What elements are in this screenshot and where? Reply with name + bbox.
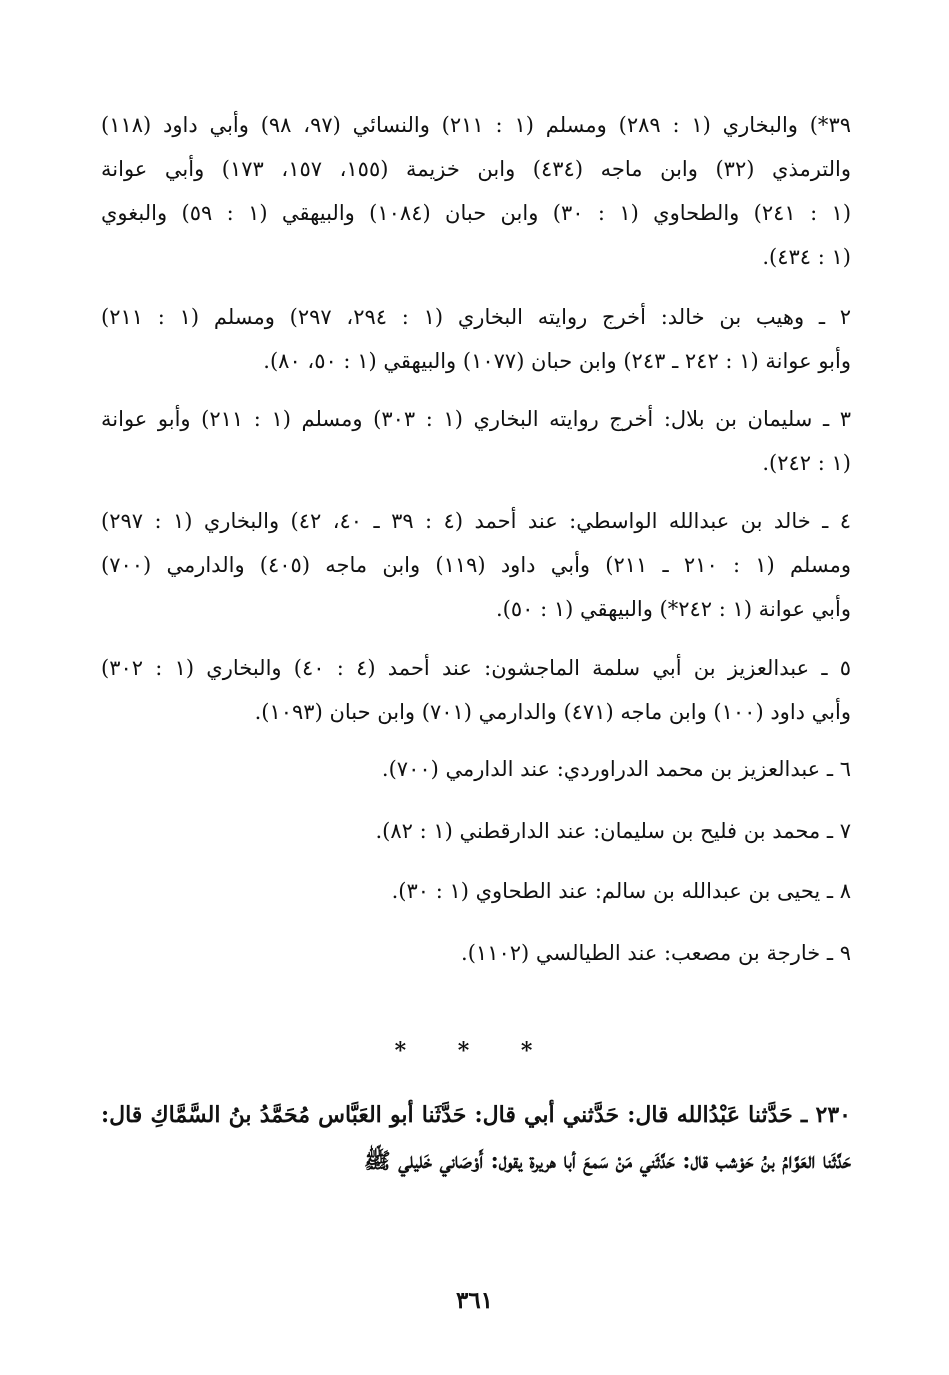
text-line: وأبي عوانة (١ : ٢٤٢*) والبيهقي (١ : ٥٠).: [496, 597, 851, 621]
text-line: والترمذي (٣٢) وابن ماجه (٤٣٤) وابن خزيمة (١٥٥، ١٥٧، ١٧٣) وأبي عوانة: [101, 157, 852, 181]
text-line: ٢ ـ وهيب بن خالد: أخرج روايته البخاري (١ : ٢٩٤، ٢٩٧) ومسلم (١ : ٢١١): [101, 305, 852, 329]
narrator-paragraph-4: [101, 499, 851, 631]
text-line: ٩ ـ خارجة بن مصعب: عند الطيالسي (١١٠٢).: [461, 941, 851, 965]
text-line: ٢٣٠ ـ حَدَّثنا عَبْدُالله قال: حَدَّثني أبي قال: حَدَّثَنا أبو العَبَّاس مُحَمَّدُ بنُ السَّمَّاكِ قال:: [101, 1102, 851, 1128]
narrator-paragraph-3: [101, 397, 851, 485]
narrator-paragraph-9: [101, 936, 851, 970]
text-line: وأبو عوانة (١ : ٢٤٢ ـ ٢٤٣) وابن حبان (١٠٧٧) والبيهقي (١ : ٥٠، ٨٠).: [263, 349, 851, 373]
narrator-paragraph-2: [101, 295, 851, 383]
text-line: ٧ ـ محمد بن فليح بن سليمان: عند الدارقطني (١ : ٨٢).: [375, 819, 851, 843]
footnote-paragraph-1: [101, 103, 851, 279]
text-line: ٤ ـ خالد بن عبدالله الواسطي: عند أحمد (٤ : ٣٩ ـ ٤٠، ٤٢) والبخاري (١ : ٢٩٧): [101, 509, 851, 533]
text-line: ٨ ـ يحيى بن عبدالله بن سالم: عند الطحاوي (١ : ٣٠).: [391, 879, 851, 903]
text-line: ٥ ـ عبدالعزيز بن أبي سلمة الماجشون: عند أحمد (٤ : ٤٠) والبخاري (١ : ٣٠٢): [101, 656, 851, 680]
narrator-paragraph-5: [101, 646, 851, 734]
page-number: ٣٦١: [455, 1287, 494, 1314]
hadith-text: [101, 1092, 851, 1184]
narrator-paragraph-8: [101, 874, 851, 908]
text-line: (١ : ٤٣٤).: [762, 245, 851, 269]
text-line: (١ : ٢٤٢).: [762, 451, 851, 475]
text-line: حَدَّثَنا العَوَّامُ بنُ حَوْشب قال: حَدَّثَني مَنْ سَمعَ أبا هريرة يقول: أَوْصَاني خَليلي ﷺ: [364, 1148, 851, 1174]
text-line: ٣ ـ سليمان بن بلال: أخرج روايته البخاري (١ : ٣٠٣) ومسلم (١ : ٢١١) وأبو عوانة: [101, 407, 851, 431]
text-line: وأبي داود (١٠٠) وابن ماجه (٤٧١) والدارمي (٧٠١) وابن حبان (١٠٩٣).: [254, 700, 851, 724]
text-line: ومسلم (١ : ٢١٠ ـ ٢١١) وأبي داود (١١٩) وابن ماجه (٤٠٥) والدارمي (٧٠٠): [101, 553, 852, 577]
narrator-paragraph-7: [101, 814, 851, 848]
text-line: ٣٩*) والبخاري (١ : ٢٨٩) ومسلم (١ : ٢١١) والنسائي (٩٧، ٩٨) وأبي داود (١١٨): [101, 113, 851, 137]
text-line: ٦ ـ عبدالعزيز بن محمد الدراوردي: عند الدارمي (٧٠٠).: [381, 757, 851, 781]
text-line: (١ : ٢٤١) والطحاوي (١ : ٣٠) وابن حبان (١٠٨٤) والبيهقي (١ : ٥٩) والبغوي: [101, 201, 852, 225]
section-separator: * * *: [394, 1038, 555, 1064]
narrator-paragraph-6: [101, 752, 851, 786]
